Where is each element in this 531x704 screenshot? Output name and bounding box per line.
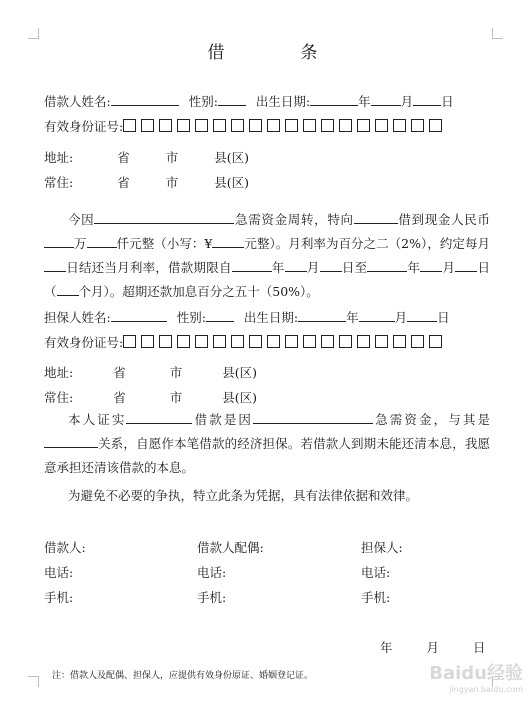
day-label: 日 — [437, 310, 450, 325]
gender-blank[interactable] — [206, 309, 234, 322]
text: 急需资金，与其是 — [373, 412, 490, 427]
id-digit-box[interactable] — [213, 335, 226, 348]
birth-year-blank[interactable] — [310, 93, 358, 106]
id-digit-box[interactable] — [177, 119, 190, 132]
city-label: 市 — [169, 365, 183, 380]
reason-blank[interactable] — [94, 211, 234, 224]
id-digit-box[interactable] — [267, 335, 280, 348]
gender-label: 性别: — [176, 310, 206, 325]
guarantor-phone: 电话: — [361, 565, 391, 580]
birth-month-blank[interactable] — [359, 309, 395, 322]
text: 年 — [407, 260, 421, 275]
id-digit-box[interactable] — [429, 119, 442, 132]
end-month-blank[interactable] — [420, 259, 442, 272]
birth-label: 出生日期: — [255, 94, 311, 109]
spouse-phone: 电话: — [197, 565, 227, 580]
text: 今因 — [68, 212, 95, 227]
watermark-sub: jingyan.baidu.com — [449, 685, 523, 694]
borrower-phone: 电话: — [44, 565, 74, 580]
gender-blank[interactable] — [218, 93, 246, 106]
id-digit-box[interactable] — [357, 335, 370, 348]
id-digit-box[interactable] — [375, 119, 388, 132]
id-digit-box[interactable] — [249, 335, 262, 348]
relationship-blank[interactable] — [44, 435, 98, 448]
months-blank[interactable] — [57, 283, 79, 296]
guarantor-residence-row — [44, 388, 257, 406]
borrower-id-row — [44, 117, 447, 135]
day-label: 日 — [473, 640, 486, 655]
birth-year-blank[interactable] — [298, 309, 346, 322]
text: 借款是因 — [192, 412, 254, 427]
id-digit-box[interactable] — [429, 335, 442, 348]
text: 个月）。超期还款加息百分之五十（50%）。 — [78, 284, 319, 299]
id-digit-box[interactable] — [231, 335, 244, 348]
day-label: 日 — [441, 94, 454, 109]
county-label: 县(区) — [214, 150, 250, 165]
county-label: 县(区) — [214, 175, 250, 190]
end-day-blank[interactable] — [455, 259, 477, 272]
guarantee-paragraph — [44, 408, 490, 480]
text: 关系，自愿作本笔借款的经济担保。若借款人到期未能还清本息，我愿意承担还清该借款的本息。 — [44, 436, 490, 475]
id-digit-box[interactable] — [339, 119, 352, 132]
residence-label: 常住: — [44, 175, 74, 190]
text: 借到现金人民币 — [397, 212, 490, 227]
month-label: 月 — [394, 310, 408, 325]
guarantor-mobile: 手机: — [361, 590, 391, 605]
start-year-blank[interactable] — [232, 259, 272, 272]
guarantor-id-row — [44, 333, 447, 351]
residence-label: 常住: — [44, 390, 74, 405]
province-label: 省 — [113, 390, 126, 405]
year-label: 年 — [380, 640, 393, 655]
province-label: 省 — [117, 150, 130, 165]
month-label: 月 — [426, 640, 440, 655]
county-label: 县(区) — [222, 365, 258, 380]
id-digit-box[interactable] — [393, 335, 406, 348]
id-digit-box[interactable] — [195, 335, 208, 348]
title-char: 借 — [207, 43, 231, 63]
borrower-name-row — [44, 92, 454, 110]
birth-month-blank[interactable] — [371, 93, 401, 106]
province-label: 省 — [117, 175, 130, 190]
city-label: 市 — [165, 175, 179, 190]
text: 急需资金周转，特向 — [234, 212, 354, 227]
borrower-confirm-blank[interactable] — [126, 411, 192, 424]
sign-date — [380, 638, 486, 656]
text: 元整）。月利率为百分之二（2%），约定每月 — [244, 236, 490, 251]
loan-terms-paragraph — [44, 208, 490, 304]
text: 万 — [74, 236, 87, 251]
id-digit-box[interactable] — [339, 335, 352, 348]
id-digit-box[interactable] — [303, 335, 316, 348]
borrower-name-label: 借款人姓名: — [44, 94, 111, 109]
gender-label: 性别: — [188, 94, 218, 109]
amount-figure-blank[interactable] — [212, 235, 244, 248]
birth-day-blank[interactable] — [413, 93, 441, 106]
legal-statement — [44, 484, 490, 508]
text: 为避免不必要的争执，特立此条为凭据，具有法律依据和效律。 — [68, 488, 419, 503]
amount-qian-blank[interactable] — [87, 235, 117, 248]
month-label: 月 — [400, 94, 414, 109]
id-digit-box[interactable] — [195, 119, 208, 132]
year-label: 年 — [346, 310, 359, 325]
baidu-watermark — [429, 659, 523, 694]
id-digit-box[interactable] — [141, 335, 154, 348]
text: 日（ — [44, 260, 490, 299]
id-digit-box[interactable] — [411, 119, 424, 132]
guarantor-name-blank[interactable] — [111, 309, 167, 322]
text: 年 — [271, 260, 285, 275]
guarantor-name-label: 担保人姓名: — [44, 310, 111, 325]
id-digit-box[interactable] — [375, 335, 388, 348]
id-digit-box[interactable] — [159, 335, 172, 348]
title-char: 条 — [300, 43, 324, 63]
id-digit-box[interactable] — [123, 335, 136, 348]
id-digit-box[interactable] — [249, 119, 262, 132]
year-label: 年 — [358, 94, 371, 109]
end-year-blank[interactable] — [367, 259, 407, 272]
corner-mark — [28, 676, 39, 687]
id-digit-box[interactable] — [393, 119, 406, 132]
id-digit-box[interactable] — [285, 335, 298, 348]
guarantor-signature: 担保人: — [361, 540, 403, 555]
id-digit-box[interactable] — [321, 119, 334, 132]
spouse-signature: 借款人配偶: — [197, 540, 264, 555]
loan-reason-blank[interactable] — [253, 411, 373, 424]
lender-blank[interactable] — [354, 211, 398, 224]
birth-label: 出生日期: — [243, 310, 299, 325]
id-digit-box[interactable] — [231, 119, 244, 132]
footnote: 注：借款人及配偶、担保人，应提供有效身份原证、婚姻登记证。 — [52, 671, 314, 681]
document-title — [0, 38, 531, 63]
id-digit-box[interactable] — [285, 119, 298, 132]
borrower-address-row — [44, 148, 249, 166]
address-label: 地址: — [44, 150, 74, 165]
id-digit-box[interactable] — [321, 335, 334, 348]
amount-wan-blank[interactable] — [44, 235, 74, 248]
text: 日至 — [341, 260, 368, 275]
id-label: 有效身份证号: — [44, 335, 124, 350]
start-month-blank[interactable] — [285, 259, 307, 272]
id-digit-box[interactable] — [303, 119, 316, 132]
id-digit-box[interactable] — [159, 119, 172, 132]
borrower-residence-row — [44, 173, 249, 191]
text: 月 — [442, 260, 456, 275]
address-label: 地址: — [44, 365, 74, 380]
text: 日结还当月利率，借款期限自 — [66, 260, 232, 275]
id-digit-box[interactable] — [267, 119, 280, 132]
spouse-mobile: 手机: — [197, 590, 227, 605]
text: 月 — [306, 260, 320, 275]
borrower-mobile: 手机: — [44, 590, 74, 605]
pay-day-blank[interactable] — [44, 259, 66, 272]
id-digit-box[interactable] — [177, 335, 190, 348]
id-digit-box[interactable] — [213, 119, 226, 132]
borrower-name-blank[interactable] — [111, 93, 179, 106]
city-label: 市 — [169, 390, 183, 405]
guarantor-address-row — [44, 363, 257, 381]
id-label: 有效身份证号: — [44, 119, 124, 134]
watermark-main: Baidu经验 — [429, 663, 523, 684]
borrower-signature: 借款人: — [44, 540, 86, 555]
county-label: 县(区) — [222, 390, 258, 405]
id-digit-box[interactable] — [357, 119, 370, 132]
guarantor-name-row — [44, 308, 450, 326]
start-day-blank[interactable] — [320, 259, 342, 272]
text: 仟元整（小写：¥ — [116, 236, 213, 251]
id-digit-box[interactable] — [123, 119, 136, 132]
birth-day-blank[interactable] — [407, 309, 437, 322]
id-digit-box[interactable] — [141, 119, 154, 132]
id-digit-box[interactable] — [411, 335, 424, 348]
city-label: 市 — [165, 150, 179, 165]
province-label: 省 — [113, 365, 126, 380]
text: 本人证实 — [68, 412, 127, 427]
